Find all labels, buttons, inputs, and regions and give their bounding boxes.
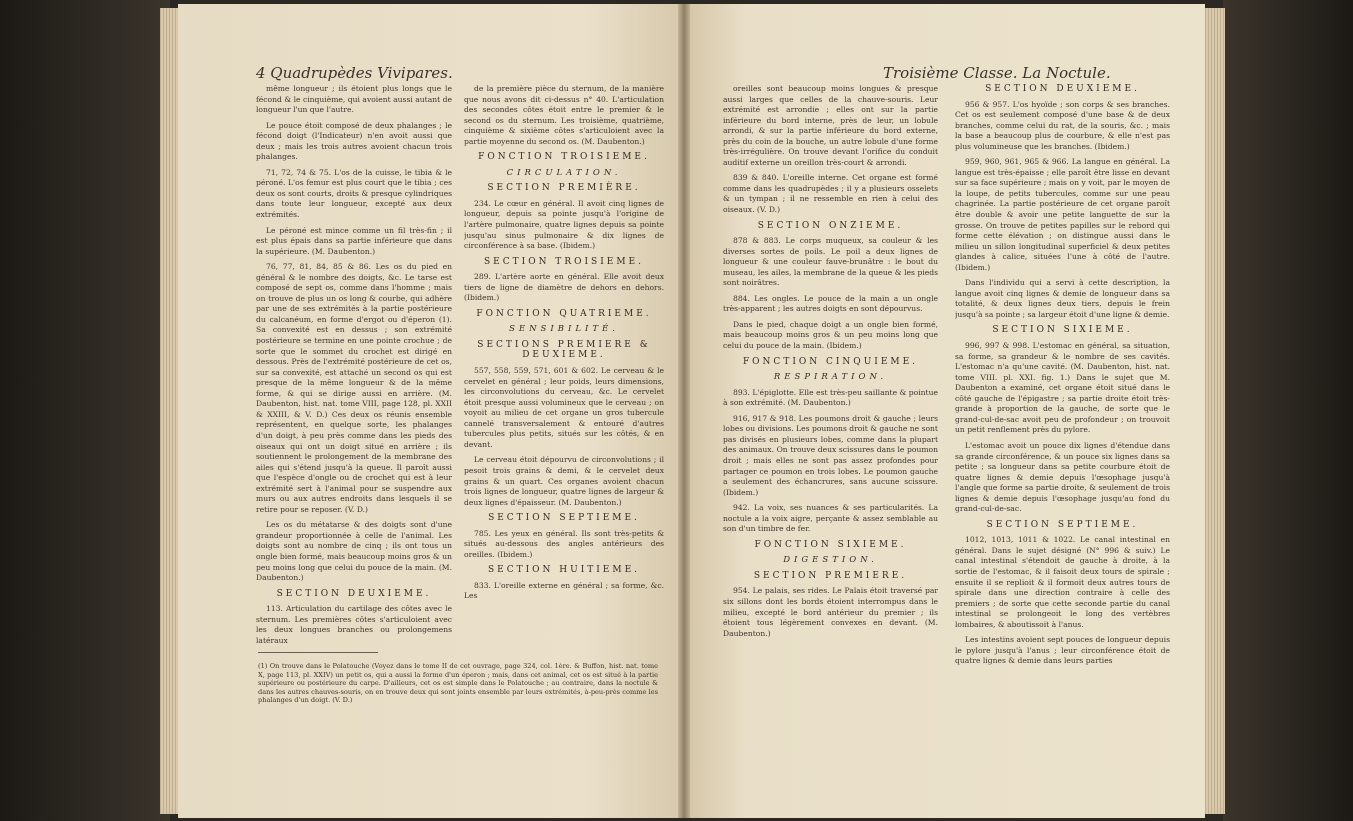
- paragraph: 878 & 883. Le corps muqueux, sa couleur & les diverses sortes de poils. Le poil a deux lignes de longueur & une couleur fauve-brunâtre : le bout du museau, les ailes, la membrane de la queue & les pieds sont noirâtres.: [723, 236, 938, 288]
- paragraph: 959, 960, 961, 965 & 966. La langue en général. La langue est très-épaisse ; elle paroît être lisse en devant sur sa face supérieure ; mais on y voit, par le moyen de la loupe, de petits tubercules, comme sur une peau chagrinée. La partie postérieure de cet organe paroît être double & avoir une petite languette de sur la grosse. On trouve de petites papilles sur le rebord qui forme cette élévation ; on distingue aussi dans le milieu un sillon longitudinal superficiel & deux petites glandes à calice, situées l'une à côté de l'autre. (Ibidem.): [955, 157, 1170, 272]
- paragraph: L'estomac avoit un pouce dix lignes d'étendue dans sa grande circonférence, & un pouce six lignes dans sa petite ; sa longueur dans sa petite courbure étoit de quatre lignes & demie depuis l'œsophage jusqu'à l'angle que forme sa partie droite, & seulement de trois lignes & demie depuis l'œsophage jusqu'au fond du grand-cul-de-sac.: [955, 440, 1170, 514]
- fonction-heading: FONCTION TROISIEME.: [478, 152, 650, 163]
- right-page: [683, 4, 1205, 818]
- paragraph: 996, 997 & 998. L'estomac en général, sa situation, sa forme, sa grandeur & le nombre de ses cavités. L'estomac n'a qu'une cavité. (M. Daubenton, hist. nat. tome VIII. pl. XXI. fig. 1.) Dans le sujet que M. Daubenton a examiné, cet organe étoit situé dans le côté gauche de l'épigastre ; sa partie droite étoit très-grande à proportion de la gauche, de sorte que le grand-cul-de-sac avoit peu de profondeur ; on trouvoit un petit renflement près du pylore.: [955, 341, 1170, 435]
- paragraph: 1012, 1013, 1011 & 1022. Le canal intestinal en général. Dans le sujet désigné (N° 996 & suiv.) Le canal intestinal s'étendoit de gauche à droite, à la sortie de l'estomac, & il faisoit deux tours de spirale ; ensuite il se replioit & il formoit deux autres tours de spirale dans une direction contraire à celle des premiers ; de sorte que cette seconde partie du canal intestinal se prolongeoit le long des vertèbres lombaires, & aboutissoit à l'anus.: [955, 535, 1170, 629]
- subject-heading: DIGESTION.: [783, 555, 878, 566]
- paragraph: Les intestins avoient sept pouces de longueur depuis le pylore jusqu'à l'anus ; leur circonférence étoit de quatre lignes & demie dans leurs parties: [955, 635, 1170, 666]
- subject-heading: SENSIBILITÉ.: [509, 324, 619, 335]
- paragraph: Le pouce étoit composé de deux phalanges ; le fécond doigt (l'Indicateur) n'en avoit aussi que deux ; mais les trois autres avoient chacun trois phalanges.: [256, 120, 452, 162]
- subject-heading: CIRCULATION.: [506, 167, 622, 178]
- section-heading: SECTION SIXIEME.: [992, 325, 1133, 336]
- section-heading: SECTIONS PREMIERE & DEUXIEME.: [477, 339, 651, 361]
- paragraph: Dans l'individu qui a servi à cette description, la langue avoit cinq lignes & demie de longueur dans sa totalité, & deux lignes deux tiers, depuis le frein jusqu'à sa pointe ; sa largeur étoit d'une ligne & demie.: [955, 278, 1170, 319]
- left-column-1: [256, 84, 452, 644]
- section-heading: SECTION SEPTIEME.: [986, 519, 1139, 530]
- section-heading: SECTION PREMIERE.: [753, 570, 908, 581]
- paragraph: de la première pièce du sternum, de la manière que nous avons dit ci-dessus n° 40. L'articulation des secondes côtes étoit entre le premier & le second os du sternum. Les troisième, quatrième, cinquième & sixième côtes s'articuloient avec la partie moyenne du second os. (M. Daubenton.): [464, 84, 664, 146]
- book-gutter: [678, 4, 690, 818]
- section-heading: SECTION HUITIEME.: [487, 565, 641, 576]
- page-edges-right: [1205, 8, 1225, 814]
- section-heading: SECTION DEUXIEME.: [276, 588, 432, 599]
- paragraph: 234. Le cœur en général. Il avoit cinq lignes de longueur, depuis sa pointe jusqu'à l'origine de l'artère pulmonaire, quatre lignes depuis sa pointe jusqu'au sinus pulmonaire & dix lignes de circonférence à sa base. (Ibidem.): [464, 198, 664, 251]
- paragraph: 557, 558, 559, 571, 601 & 602. Le cerveau & le cervelet en général ; leur poids, leurs dimensions, les circonvolutions du cerveau, &c. Le cervelet étoit presque aussi volumineux que le cerveau ; on voyoit au milieu de cet organe un gros tubercule cannelé transversalement & entouré d'autres tubercules plus petits, situés sur les côtés, & en devant.: [464, 366, 664, 449]
- paragraph: Le péroné est mince comme un fil très-fin ; il est plus épais dans sa partie inférieure que dans la supérieure. (M. Daubenton.): [256, 225, 452, 256]
- paragraph: 942. La voix, ses nuances & ses particularités. La noctule a la voix aigre, perçante & assez semblable au son d'un timbre de fer.: [723, 503, 938, 534]
- page-edges-left: [160, 8, 180, 814]
- running-head-right: Troisième Classe. La Noctule.: [883, 64, 1111, 82]
- running-head-left: 4 Quadrupèdes Vivipares.: [256, 64, 453, 82]
- book-cover-right: [1223, 0, 1353, 821]
- paragraph: Dans le pied, chaque doigt a un ongle bien formé, mais beaucoup moins gros & un peu moins long que celui du pouce de la main. (Ibidem.): [723, 319, 938, 351]
- paragraph: 76, 77, 81, 84, 85 & 86. Les os du pied en général & le nombre des doigts, &c. Le tarse est composé de sept os, comme dans l'homme ; mais on trouve de plus un os long & courbe, qui adhère par une de ses extrémités à la partie postérieure du calcanéum, en forme d'ergot ou d'éperon (1). Sa convexité est en dessus ; son extrémité postérieure se termine en une pointe crochue ; de sorte que le sommet du crochet est dirigé en dessous. Près de l'extrémité postérieure de cet os, sur sa convexité, est attaché un second os qui est presque de la même longueur & de la même forme, & qui se dirige aussi en arrière. (M. Daubenton, hist. nat. tome VIII, page 128, pl. XXII & XXIII, & V. D.) Ces deux os réunis ensemble représentent, en quelque sorte, les phalanges d'un doigt, à peu près comme dans les pieds des oiseaux qui ont un doigt situé en arrière ; ils soutiennent le prolongement de la membrane des ailes qui s'étend jusqu'à la queue. Il paroît aussi que l'espèce d'ongle ou de crochet qui est à leur extrémité sert à l'animal pour se suspendre aux murs ou aux autres endroits dans lesquels il se retire pour se reposer. (V. D.): [256, 262, 452, 514]
- fonction-heading: FONCTION SIXIEME.: [754, 539, 907, 550]
- section-heading: SECTION DEUXIEME.: [985, 84, 1140, 94]
- paragraph: 785. Les yeux en général. Ils sont très-petits & situés au-dessous des angles antérieurs des oreilles. (Ibidem.): [464, 528, 664, 559]
- paragraph: 893. L'épiglotte. Elle est très-peu saillante & pointue à son extrémité. (M. Daubenton.): [723, 387, 938, 408]
- paragraph: 884. Les ongles. Le pouce de la main a un ongle très-apparent ; les autres doigts en sont dépourvus.: [723, 293, 938, 314]
- fonction-heading: FONCTION QUATRIEME.: [476, 308, 652, 319]
- subject-heading: RESPIRATION.: [773, 372, 888, 383]
- paragraph: 833. L'oreille externe en général ; sa forme, &c. Les: [464, 580, 664, 601]
- left-column-2: [464, 84, 664, 644]
- paragraph: 289. L'artère aorte en général. Elle avoit deux tiers de ligne de diamètre de dehors en dehors. (Ibidem.): [464, 272, 664, 303]
- paragraph: 839 & 840. L'oreille interne. Cet organe est formé comme dans les quadrupèdes ; il y a plusieurs osselets & un tympan ; il ne ressemble en rien à celui des oiseaux. (V. D.): [723, 173, 938, 215]
- paragraph: Le cerveau étoit dépourvu de circonvolutions ; il pesoit trois grains & demi, & le cervelet deux grains & un quart. Ces organes avoient chacun trois lignes de longueur, quatre lignes de largeur & deux lignes d'épaisseur. (M. Daubenton.): [464, 455, 664, 507]
- section-heading: SECTION ONZIEME.: [757, 220, 904, 231]
- paragraph: même longueur ; ils étoient plus longs que le fécond & le cinquième, qui avoient aussi autant de longueur l'un que l'autre.: [256, 84, 452, 115]
- footnote: (1) On trouve dans le Polatouche (Voyez dans le tome II de cet ouvrage, page 324, col. 1ère. & Buffon, hist. nat. tome X, page 113, pl. XXIV) un petit os, qui a aussi la forme d'un éperon ; mais, dans cet animal, cet os est situé à la partie supérieure ou postérieure du carpe. D'ailleurs, cet os est simple dans le Polatouche ; au contraire, dans la noctule & dans les autres chauves-souris, on en trouve deux qui sont joints ensemble par leurs extrémités, à-peu-près comme les phalanges d'un doigt. (V. D.): [258, 662, 658, 705]
- paragraph: 916, 917 & 918. Les poumons droit & gauche ; leurs lobes ou divisions. Les poumons droit & gauche ne sont pas divisés en plusieurs lobes, comme dans la plupart des animaux. On trouve deux scissures dans le poumon droit ; mais elles ne sont pas assez profondes pour partager ce poumon en trois lobes. Le poumon gauche a seulement des échancrures, sans aucune scissure. (Ibidem.): [723, 413, 938, 497]
- book-cover-left: [0, 0, 170, 821]
- paragraph: Les os du métatarse & des doigts sont d'une grandeur proportionnée à celle de l'animal. Les doigts sont au nombre de cinq ; ils ont tous un ongle bien formé, mais beaucoup moins gros & un peu moins long que celui du pouce de la main. (M. Daubenton.): [256, 520, 452, 583]
- paragraph: 113. Articulation du cartilage des côtes avec le sternum. Les premières côtes s'articuloient avec les deux longues branches ou prolongemens latéraux: [256, 604, 452, 644]
- section-heading: SECTION SEPTIEME.: [488, 513, 640, 524]
- right-column-1: [723, 84, 938, 784]
- footnote-rule: [258, 652, 378, 653]
- right-column-2: [955, 84, 1170, 784]
- paragraph: 956 & 957. L'os hyoïde ; son corps & ses branches. Cet os est seulement composé d'une base & de deux branches, comme celui du rat, de la souris, &c. ; mais la base a beaucoup plus de courbure, & elle n'est pas plus volumineuse que les branches. (Ibidem.): [955, 99, 1170, 151]
- fonction-heading: FONCTION CINQUIEME.: [742, 356, 919, 367]
- left-page: [178, 4, 683, 818]
- section-heading: SECTION TROISIEME.: [484, 256, 644, 267]
- paragraph: 71, 72, 74 & 75. L'os de la cuisse, le tibia & le péroné. L'os femur est plus court que le tibia ; ces deux os sont courts, droits & presque cylindriques dans toute leur longueur, excepté aux deux extrémités.: [256, 167, 452, 220]
- paragraph: 954. Le palais, ses rides. Le Palais étoit traversé par six sillons dont les bords étoient interrompus dans le milieu, excepté le bord antérieur du premier ; ils étoient tous légèrement convexes en devant. (M. Daubenton.): [723, 586, 938, 638]
- section-heading: SECTION PREMIÈRE.: [487, 183, 641, 194]
- paragraph: oreilles sont beaucoup moins longues & presque aussi larges que celles de la chauve-souris. Leur extrémité est arrondie ; elles ont sur la partie inférieure du bord interne, près de leur, un lobule arrondi, & sur la partie inférieure du bord externe, près du coin de la bouche, un autre lobule d'une forme très-irrégulière. On trouve devant l'orifice du conduit auditif externe un oreillon très-court & arrondi.: [723, 84, 938, 167]
